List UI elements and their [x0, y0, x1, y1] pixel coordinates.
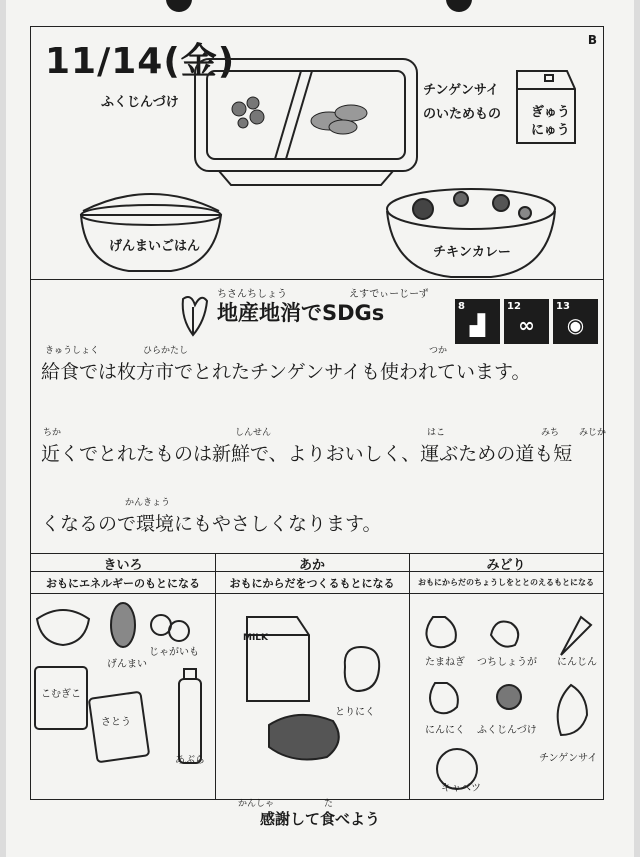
date-heading: 11/14(金): [45, 41, 236, 82]
fukujinzuke-icon: [497, 685, 521, 709]
rice-bowl-illustration: [81, 194, 221, 271]
rice-bowl-icon: [37, 610, 89, 645]
ruby-shinsen: しんせん: [235, 428, 272, 438]
sdg-badge-number: 13: [556, 301, 570, 312]
sdg-badge-number: 12: [507, 301, 521, 312]
punch-hole: [166, 0, 192, 12]
food-label: チンゲンサイ: [539, 753, 598, 764]
green-foods-illustration: [411, 595, 603, 799]
brown-rice-icon: [111, 603, 135, 647]
chicken-icon: [345, 647, 379, 691]
sdgs-title-ruby-1: ちさんちしょう: [217, 289, 287, 300]
thanks-message: 感謝して食べよう: [259, 810, 380, 828]
sdgs-line3-text: くなるので環境にもやさしくなります。: [41, 513, 382, 535]
ruby-tsuka: つか: [429, 346, 448, 356]
ruby-kyushoku: きゅうしょく: [45, 346, 100, 356]
food-label: とりにく: [335, 707, 375, 718]
food-label: にんにく: [425, 725, 465, 736]
red-foods-illustration: [217, 595, 409, 799]
ruby-michi: みち: [541, 428, 560, 438]
table-col-divider: [409, 553, 410, 799]
fukujinzuke-label: ふくじんづけ: [101, 95, 179, 110]
ruby-hako: はこ: [427, 428, 446, 438]
sdgs-title: [217, 289, 429, 327]
food-label: じゃがいも: [149, 647, 199, 658]
sdgs-paragraph-line2: [41, 425, 607, 466]
category-yellow-header: きいろ: [103, 558, 143, 573]
sdg-badge-12: [504, 299, 549, 344]
milk-label-line1: ぎゅう: [531, 105, 571, 120]
onion-icon: [426, 617, 455, 647]
sdg-badge-number: 8: [458, 301, 465, 312]
meat-icon: [269, 715, 339, 760]
ruby-chika: ちか: [43, 428, 62, 438]
food-label: さとう: [101, 717, 131, 728]
table-subheader-divider: [31, 593, 603, 594]
category-yellow-desc: おもにエネルギーのもとになる: [46, 577, 200, 590]
sdg-badge-8: [455, 299, 500, 344]
bok-choy-icon: [173, 289, 213, 337]
curry-label: チキンカレー: [433, 245, 511, 260]
rice-label: げんまいごはん: [109, 239, 201, 254]
sdgs-paragraph-line1: [41, 343, 530, 384]
sdgs-line1-text: 給食では枚方市でとれたチンゲンサイも使われています。: [41, 361, 531, 383]
sdg-badge-13: [553, 299, 598, 344]
milk-label: MILK: [243, 633, 269, 643]
food-label: キャベツ: [441, 783, 481, 794]
section-divider: [31, 279, 603, 280]
sdgs-paragraph-line3: [41, 495, 381, 536]
corner-mark: B: [587, 33, 597, 47]
food-label: ふくじんづけ: [477, 725, 537, 736]
potato-icon: [151, 615, 171, 635]
ruby-ta: た: [324, 799, 334, 809]
sdgs-title-ruby-2: えすでぃーじーず: [349, 289, 429, 300]
ruby-mijika: みじか: [579, 428, 607, 438]
category-red-desc: おもにからだをつくるもとになる: [229, 577, 395, 590]
milk-carton-icon: [247, 617, 309, 701]
chingensai-label-line1: チンゲンサイ: [423, 83, 499, 98]
sdgs-line2-text: 近くでとれたものは新鮮で、よりおいしく、運ぶための道も短: [41, 443, 573, 465]
food-label: たまねぎ: [425, 657, 465, 668]
carrot-icon: [561, 617, 591, 655]
chingensai-label-line2: のいためもの: [423, 107, 502, 122]
food-label: あぶら: [175, 755, 205, 766]
curry-bowl-illustration: [387, 189, 555, 277]
category-green-desc: おもにからだのちょうしをととのえるもとになる: [418, 578, 594, 587]
menu-card: [30, 26, 607, 800]
ruby-kankyou: かんきょう: [125, 498, 171, 508]
food-label: にんじん: [557, 657, 597, 668]
punch-hole: [446, 0, 472, 12]
eye-earth-icon: ◉: [566, 313, 585, 337]
chart-growth-icon: ▟: [469, 313, 486, 337]
ruby-hirakata: ひらかたし: [143, 346, 189, 356]
category-green-header: みどり: [486, 558, 526, 573]
category-red-header: あか: [298, 558, 325, 573]
food-label: つちしょうが: [477, 657, 537, 668]
food-label: げんまい: [107, 659, 147, 670]
bok-choy-icon: [558, 685, 587, 735]
ruby-kansha: かんしゃ: [238, 799, 275, 809]
tray-illustration: [195, 59, 417, 185]
garlic-icon: [430, 683, 458, 713]
chingensai-illustration: [311, 105, 367, 134]
ginger-icon: [491, 622, 518, 647]
infinity-icon: ∞: [518, 313, 535, 337]
sdgs-title-text: 地産地消でSDGs: [217, 301, 385, 325]
milk-label-line2: にゅう: [531, 123, 570, 138]
food-label: こむぎこ: [41, 689, 81, 700]
fukujinzuke-illustration: [232, 97, 264, 128]
